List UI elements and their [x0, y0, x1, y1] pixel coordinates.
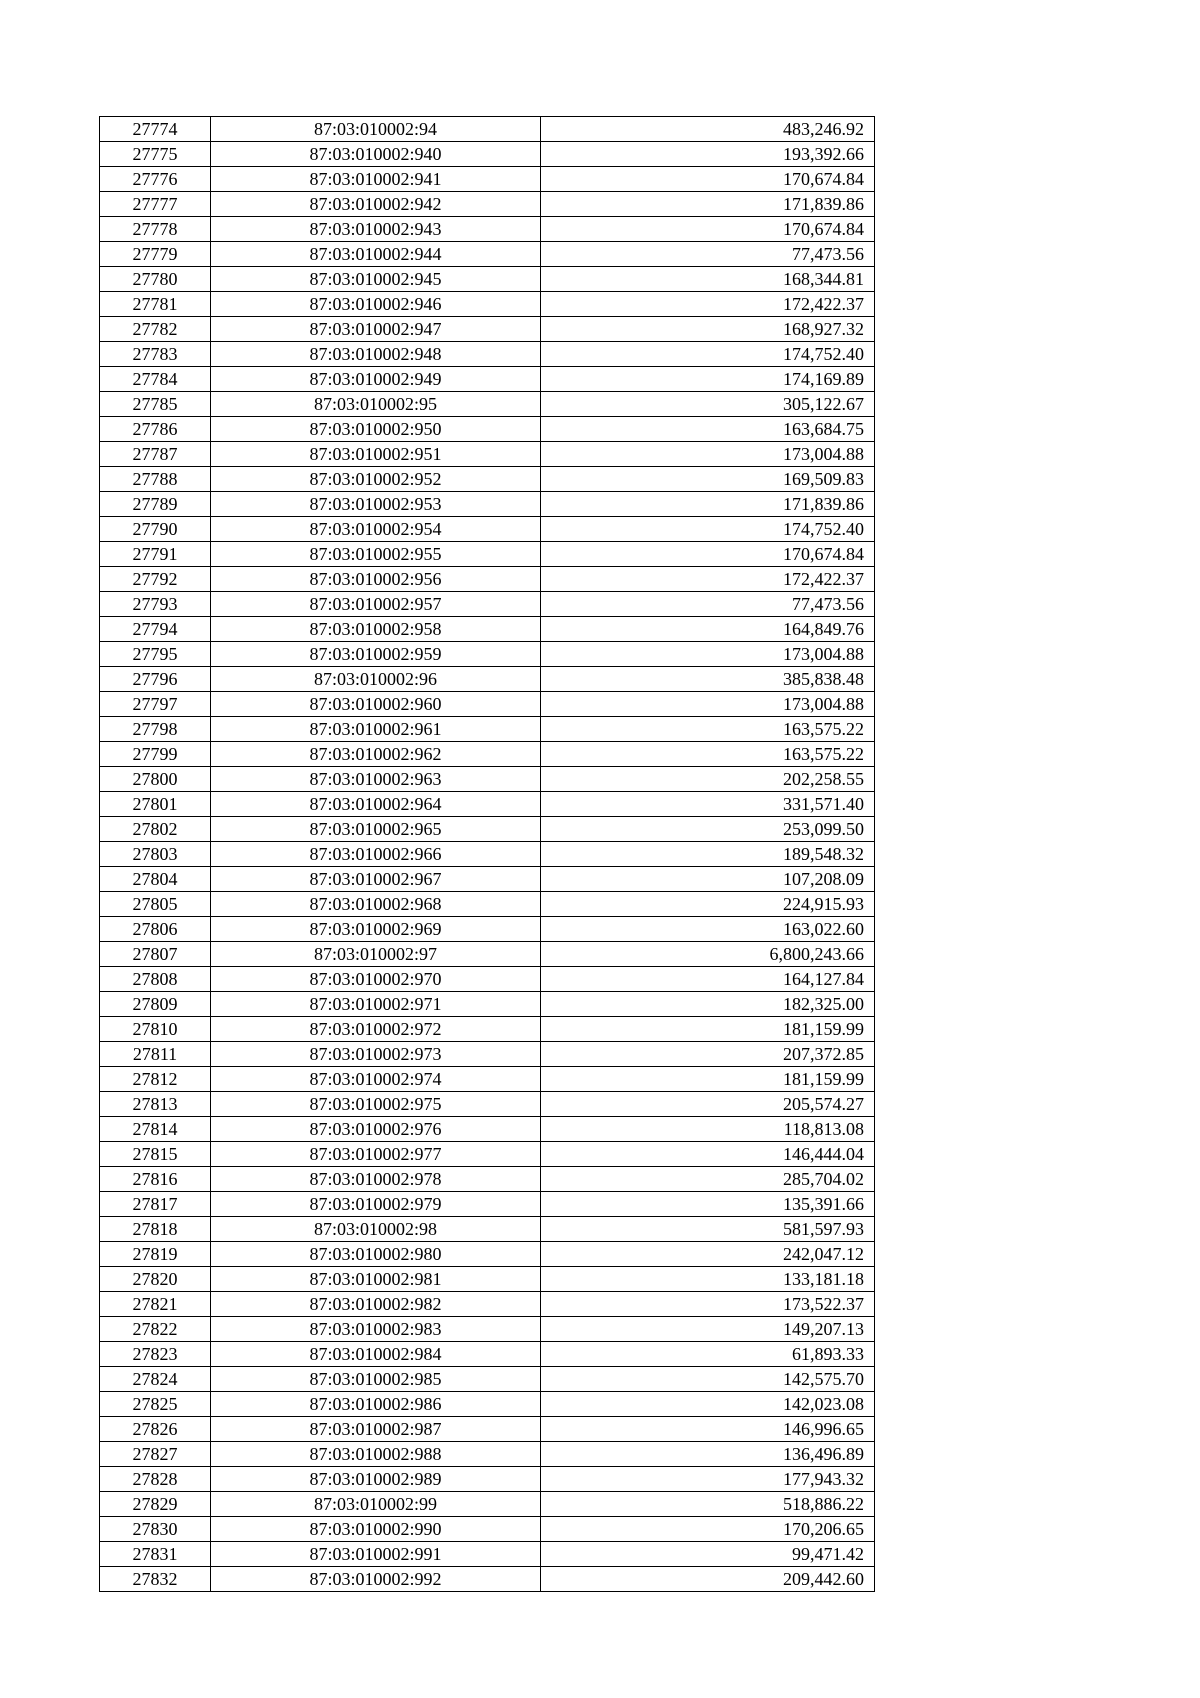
table-row [100, 1567, 875, 1592]
cadastral-number-cell: 87:03:010002:990 [211, 1517, 541, 1542]
table-row [100, 267, 875, 292]
value-cell: 181,159.99 [541, 1017, 875, 1042]
cadastral-number-cell: 87:03:010002:954 [211, 517, 541, 542]
row-number-cell: 27794 [100, 617, 211, 642]
value-cell: 173,004.88 [541, 642, 875, 667]
row-number-cell: 27828 [100, 1467, 211, 1492]
value-cell: 149,207.13 [541, 1317, 875, 1342]
value-cell: 163,575.22 [541, 742, 875, 767]
row-number-cell: 27784 [100, 367, 211, 392]
cadastral-number-cell: 87:03:010002:988 [211, 1442, 541, 1467]
table-row [100, 1442, 875, 1467]
value-cell: 164,127.84 [541, 967, 875, 992]
cadastral-number-cell: 87:03:010002:94 [211, 117, 541, 142]
table-row [100, 492, 875, 517]
table-row [100, 1017, 875, 1042]
row-number-cell: 27817 [100, 1192, 211, 1217]
row-number-cell: 27829 [100, 1492, 211, 1517]
cadastral-number-cell: 87:03:010002:947 [211, 317, 541, 342]
value-cell: 6,800,243.66 [541, 942, 875, 967]
row-number-cell: 27831 [100, 1542, 211, 1567]
table-row [100, 767, 875, 792]
cadastral-number-cell: 87:03:010002:941 [211, 167, 541, 192]
table-row [100, 467, 875, 492]
value-cell: 170,206.65 [541, 1517, 875, 1542]
table-row [100, 1217, 875, 1242]
row-number-cell: 27810 [100, 1017, 211, 1042]
cadastral-number-cell: 87:03:010002:953 [211, 492, 541, 517]
row-number-cell: 27797 [100, 692, 211, 717]
table-row [100, 1292, 875, 1317]
value-cell: 581,597.93 [541, 1217, 875, 1242]
row-number-cell: 27788 [100, 467, 211, 492]
table-row [100, 392, 875, 417]
value-cell: 77,473.56 [541, 592, 875, 617]
value-cell: 253,099.50 [541, 817, 875, 842]
table-row [100, 892, 875, 917]
table-row [100, 1092, 875, 1117]
table-row [100, 742, 875, 767]
cadastral-number-cell: 87:03:010002:978 [211, 1167, 541, 1192]
table-row [100, 717, 875, 742]
table-row [100, 517, 875, 542]
row-number-cell: 27811 [100, 1042, 211, 1067]
table-row [100, 1192, 875, 1217]
value-cell: 173,522.37 [541, 1292, 875, 1317]
value-cell: 135,391.66 [541, 1192, 875, 1217]
table-row [100, 617, 875, 642]
value-cell: 173,004.88 [541, 692, 875, 717]
cadastral-number-cell: 87:03:010002:942 [211, 192, 541, 217]
table-row [100, 1517, 875, 1542]
value-cell: 171,839.86 [541, 492, 875, 517]
row-number-cell: 27820 [100, 1267, 211, 1292]
row-number-cell: 27775 [100, 142, 211, 167]
table-row [100, 1267, 875, 1292]
row-number-cell: 27806 [100, 917, 211, 942]
row-number-cell: 27821 [100, 1292, 211, 1317]
cadastral-number-cell: 87:03:010002:956 [211, 567, 541, 592]
cadastral-number-cell: 87:03:010002:944 [211, 242, 541, 267]
row-number-cell: 27808 [100, 967, 211, 992]
value-cell: 169,509.83 [541, 467, 875, 492]
cadastral-number-cell: 87:03:010002:945 [211, 267, 541, 292]
row-number-cell: 27798 [100, 717, 211, 742]
row-number-cell: 27807 [100, 942, 211, 967]
row-number-cell: 27785 [100, 392, 211, 417]
value-cell: 305,122.67 [541, 392, 875, 417]
value-cell: 193,392.66 [541, 142, 875, 167]
cadastral-number-cell: 87:03:010002:99 [211, 1492, 541, 1517]
cadastral-number-cell: 87:03:010002:977 [211, 1142, 541, 1167]
row-number-cell: 27812 [100, 1067, 211, 1092]
cadastral-number-cell: 87:03:010002:966 [211, 842, 541, 867]
value-cell: 146,444.04 [541, 1142, 875, 1167]
cadastral-number-cell: 87:03:010002:949 [211, 367, 541, 392]
table-row [100, 992, 875, 1017]
value-cell: 164,849.76 [541, 617, 875, 642]
cadastral-number-cell: 87:03:010002:946 [211, 292, 541, 317]
value-cell: 142,575.70 [541, 1367, 875, 1392]
cadastral-number-cell: 87:03:010002:955 [211, 542, 541, 567]
row-number-cell: 27780 [100, 267, 211, 292]
cadastral-number-cell: 87:03:010002:959 [211, 642, 541, 667]
cadastral-number-cell: 87:03:010002:981 [211, 1267, 541, 1292]
row-number-cell: 27793 [100, 592, 211, 617]
table-row [100, 1167, 875, 1192]
value-cell: 107,208.09 [541, 867, 875, 892]
value-cell: 182,325.00 [541, 992, 875, 1017]
table-row [100, 1342, 875, 1367]
cadastral-number-cell: 87:03:010002:979 [211, 1192, 541, 1217]
value-cell: 172,422.37 [541, 292, 875, 317]
row-number-cell: 27827 [100, 1442, 211, 1467]
cadastral-number-cell: 87:03:010002:963 [211, 767, 541, 792]
cadastral-number-cell: 87:03:010002:984 [211, 1342, 541, 1367]
table-row [100, 667, 875, 692]
cadastral-number-cell: 87:03:010002:980 [211, 1242, 541, 1267]
row-number-cell: 27786 [100, 417, 211, 442]
value-cell: 483,246.92 [541, 117, 875, 142]
cadastral-number-cell: 87:03:010002:976 [211, 1117, 541, 1142]
value-cell: 205,574.27 [541, 1092, 875, 1117]
cadastral-number-cell: 87:03:010002:951 [211, 442, 541, 467]
table-row [100, 1117, 875, 1142]
value-cell: 172,422.37 [541, 567, 875, 592]
table-row [100, 292, 875, 317]
cadastral-number-cell: 87:03:010002:982 [211, 1292, 541, 1317]
value-cell: 207,372.85 [541, 1042, 875, 1067]
value-cell: 142,023.08 [541, 1392, 875, 1417]
row-number-cell: 27823 [100, 1342, 211, 1367]
value-cell: 174,752.40 [541, 517, 875, 542]
row-number-cell: 27779 [100, 242, 211, 267]
row-number-cell: 27803 [100, 842, 211, 867]
table-row [100, 867, 875, 892]
value-cell: 133,181.18 [541, 1267, 875, 1292]
table-row [100, 642, 875, 667]
value-cell: 331,571.40 [541, 792, 875, 817]
row-number-cell: 27802 [100, 817, 211, 842]
cadastral-number-cell: 87:03:010002:970 [211, 967, 541, 992]
value-cell: 224,915.93 [541, 892, 875, 917]
row-number-cell: 27799 [100, 742, 211, 767]
table-row [100, 967, 875, 992]
table-row [100, 592, 875, 617]
value-cell: 146,996.65 [541, 1417, 875, 1442]
cadastral-number-cell: 87:03:010002:98 [211, 1217, 541, 1242]
value-cell: 209,442.60 [541, 1567, 875, 1592]
value-cell: 177,943.32 [541, 1467, 875, 1492]
cadastral-number-cell: 87:03:010002:989 [211, 1467, 541, 1492]
cadastral-number-cell: 87:03:010002:958 [211, 617, 541, 642]
table-row [100, 1542, 875, 1567]
value-cell: 285,704.02 [541, 1167, 875, 1192]
table-row [100, 942, 875, 967]
value-cell: 171,839.86 [541, 192, 875, 217]
table-row [100, 542, 875, 567]
value-cell: 385,838.48 [541, 667, 875, 692]
value-cell: 118,813.08 [541, 1117, 875, 1142]
cadastral-number-cell: 87:03:010002:948 [211, 342, 541, 367]
table-row [100, 367, 875, 392]
table-row [100, 217, 875, 242]
cadastral-number-cell: 87:03:010002:943 [211, 217, 541, 242]
row-number-cell: 27790 [100, 517, 211, 542]
row-number-cell: 27809 [100, 992, 211, 1017]
row-number-cell: 27800 [100, 767, 211, 792]
cadastral-number-cell: 87:03:010002:972 [211, 1017, 541, 1042]
table-row [100, 442, 875, 467]
row-number-cell: 27826 [100, 1417, 211, 1442]
table-row [100, 1467, 875, 1492]
table-row [100, 142, 875, 167]
table-row [100, 842, 875, 867]
row-number-cell: 27776 [100, 167, 211, 192]
row-number-cell: 27818 [100, 1217, 211, 1242]
row-number-cell: 27777 [100, 192, 211, 217]
cadastral-number-cell: 87:03:010002:987 [211, 1417, 541, 1442]
row-number-cell: 27824 [100, 1367, 211, 1392]
row-number-cell: 27796 [100, 667, 211, 692]
value-cell: 163,575.22 [541, 717, 875, 742]
cadastral-number-cell: 87:03:010002:983 [211, 1317, 541, 1342]
cadastral-number-cell: 87:03:010002:973 [211, 1042, 541, 1067]
cadastral-number-cell: 87:03:010002:952 [211, 467, 541, 492]
value-cell: 242,047.12 [541, 1242, 875, 1267]
table-row [100, 1367, 875, 1392]
row-number-cell: 27791 [100, 542, 211, 567]
cadastral-number-cell: 87:03:010002:960 [211, 692, 541, 717]
row-number-cell: 27792 [100, 567, 211, 592]
row-number-cell: 27795 [100, 642, 211, 667]
table-row [100, 567, 875, 592]
row-number-cell: 27778 [100, 217, 211, 242]
cadastral-number-cell: 87:03:010002:971 [211, 992, 541, 1017]
cadastral-number-cell: 87:03:010002:992 [211, 1567, 541, 1592]
row-number-cell: 27783 [100, 342, 211, 367]
value-cell: 77,473.56 [541, 242, 875, 267]
table-row [100, 917, 875, 942]
row-number-cell: 27781 [100, 292, 211, 317]
table-row [100, 692, 875, 717]
row-number-cell: 27804 [100, 867, 211, 892]
cadastral-number-cell: 87:03:010002:967 [211, 867, 541, 892]
table-row [100, 1242, 875, 1267]
value-cell: 99,471.42 [541, 1542, 875, 1567]
table-row [100, 1392, 875, 1417]
table-row [100, 167, 875, 192]
table-row [100, 342, 875, 367]
cadastral-number-cell: 87:03:010002:986 [211, 1392, 541, 1417]
value-cell: 170,674.84 [541, 167, 875, 192]
cadastral-number-cell: 87:03:010002:962 [211, 742, 541, 767]
value-cell: 202,258.55 [541, 767, 875, 792]
cadastral-number-cell: 87:03:010002:964 [211, 792, 541, 817]
row-number-cell: 27819 [100, 1242, 211, 1267]
table-row [100, 117, 875, 142]
value-cell: 136,496.89 [541, 1442, 875, 1467]
value-cell: 170,674.84 [541, 542, 875, 567]
row-number-cell: 27801 [100, 792, 211, 817]
value-cell: 168,927.32 [541, 317, 875, 342]
value-cell: 174,169.89 [541, 367, 875, 392]
table-row [100, 1417, 875, 1442]
row-number-cell: 27830 [100, 1517, 211, 1542]
cadastral-number-cell: 87:03:010002:969 [211, 917, 541, 942]
cadastral-number-cell: 87:03:010002:975 [211, 1092, 541, 1117]
cadastral-number-cell: 87:03:010002:991 [211, 1542, 541, 1567]
value-cell: 181,159.99 [541, 1067, 875, 1092]
row-number-cell: 27782 [100, 317, 211, 342]
cadastral-value-table [99, 116, 875, 1592]
row-number-cell: 27774 [100, 117, 211, 142]
cadastral-number-cell: 87:03:010002:965 [211, 817, 541, 842]
cadastral-number-cell: 87:03:010002:985 [211, 1367, 541, 1392]
value-cell: 61,893.33 [541, 1342, 875, 1367]
cadastral-number-cell: 87:03:010002:97 [211, 942, 541, 967]
table-row [100, 1317, 875, 1342]
table-row [100, 242, 875, 267]
value-cell: 173,004.88 [541, 442, 875, 467]
cadastral-number-cell: 87:03:010002:961 [211, 717, 541, 742]
cadastral-number-cell: 87:03:010002:950 [211, 417, 541, 442]
table-row [100, 1042, 875, 1067]
value-cell: 170,674.84 [541, 217, 875, 242]
table-row [100, 817, 875, 842]
cadastral-number-cell: 87:03:010002:96 [211, 667, 541, 692]
cadastral-number-cell: 87:03:010002:974 [211, 1067, 541, 1092]
cadastral-number-cell: 87:03:010002:968 [211, 892, 541, 917]
table-row [100, 1492, 875, 1517]
value-cell: 518,886.22 [541, 1492, 875, 1517]
value-cell: 189,548.32 [541, 842, 875, 867]
cadastral-number-cell: 87:03:010002:940 [211, 142, 541, 167]
row-number-cell: 27813 [100, 1092, 211, 1117]
cadastral-number-cell: 87:03:010002:95 [211, 392, 541, 417]
value-cell: 174,752.40 [541, 342, 875, 367]
row-number-cell: 27787 [100, 442, 211, 467]
row-number-cell: 27815 [100, 1142, 211, 1167]
row-number-cell: 27822 [100, 1317, 211, 1342]
value-cell: 168,344.81 [541, 267, 875, 292]
table-row [100, 1142, 875, 1167]
table-row [100, 792, 875, 817]
row-number-cell: 27814 [100, 1117, 211, 1142]
row-number-cell: 27789 [100, 492, 211, 517]
row-number-cell: 27805 [100, 892, 211, 917]
row-number-cell: 27832 [100, 1567, 211, 1592]
table-row [100, 417, 875, 442]
table-row [100, 192, 875, 217]
value-cell: 163,022.60 [541, 917, 875, 942]
row-number-cell: 27816 [100, 1167, 211, 1192]
row-number-cell: 27825 [100, 1392, 211, 1417]
value-cell: 163,684.75 [541, 417, 875, 442]
cadastral-number-cell: 87:03:010002:957 [211, 592, 541, 617]
table-row [100, 317, 875, 342]
table-row [100, 1067, 875, 1092]
table-body [100, 117, 875, 1592]
